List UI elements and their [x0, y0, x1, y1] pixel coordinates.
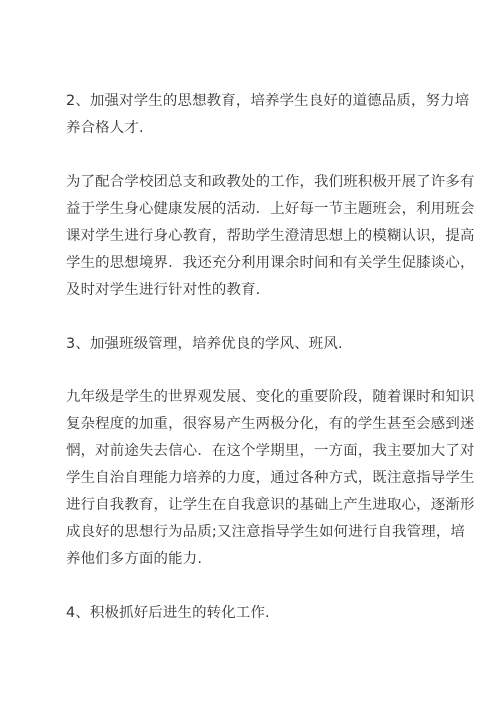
para-2-line-6: 成良好的思想行为品质;又注意指导学生如何进行自我管理，培 — [66, 524, 465, 540]
para-2-line-2: 复杂程度的加重，很容易产生两极分化，有的学生甚至会感到迷 — [66, 416, 475, 432]
para-2-line-7: 养他们多方面的能力. — [66, 551, 203, 567]
heading-3-line-1: 3、加强班级管理，培养优良的学风、班风. — [66, 336, 343, 352]
para-2-line-1: 九年级是学生的世界观发展、变化的重要阶段，随着课时和知识 — [66, 389, 475, 405]
para-1-line-3: 课对学生进行身心教育，帮助学生澄清思想上的模糊认识，提高 — [66, 228, 475, 244]
para-2-line-3: 惘，对前途失去信心．在这个学期里，一方面，我主要加大了对 — [66, 443, 475, 459]
para-1-line-2: 益于学生身心健康发展的活动．上好每一节主题班会，利用班会 — [66, 201, 475, 217]
para-2-line-5: 进行自我教育，让学生在自我意识的基础上产生进取心，逐渐形 — [66, 497, 475, 513]
heading-2-line-2: 养合格人才. — [66, 120, 144, 136]
para-2-line-4: 学生自治自理能力培养的力度，通过各种方式，既注意指导学生 — [66, 470, 475, 486]
heading-2-line-1: 2、加强对学生的思想教育，培养学生良好的道德品质，努力培 — [66, 93, 470, 109]
para-1-line-5: 及时对学生进行针对性的教育. — [66, 282, 261, 298]
para-1-line-1: 为了配合学校团总支和政教处的工作，我们班积极开展了许多有 — [66, 174, 475, 190]
heading-4-line-1: 4、积极抓好后进生的转化工作. — [66, 605, 270, 621]
para-1-line-4: 学生的思想境界．我还充分利用课余时间和有关学生促膝谈心， — [66, 255, 475, 271]
